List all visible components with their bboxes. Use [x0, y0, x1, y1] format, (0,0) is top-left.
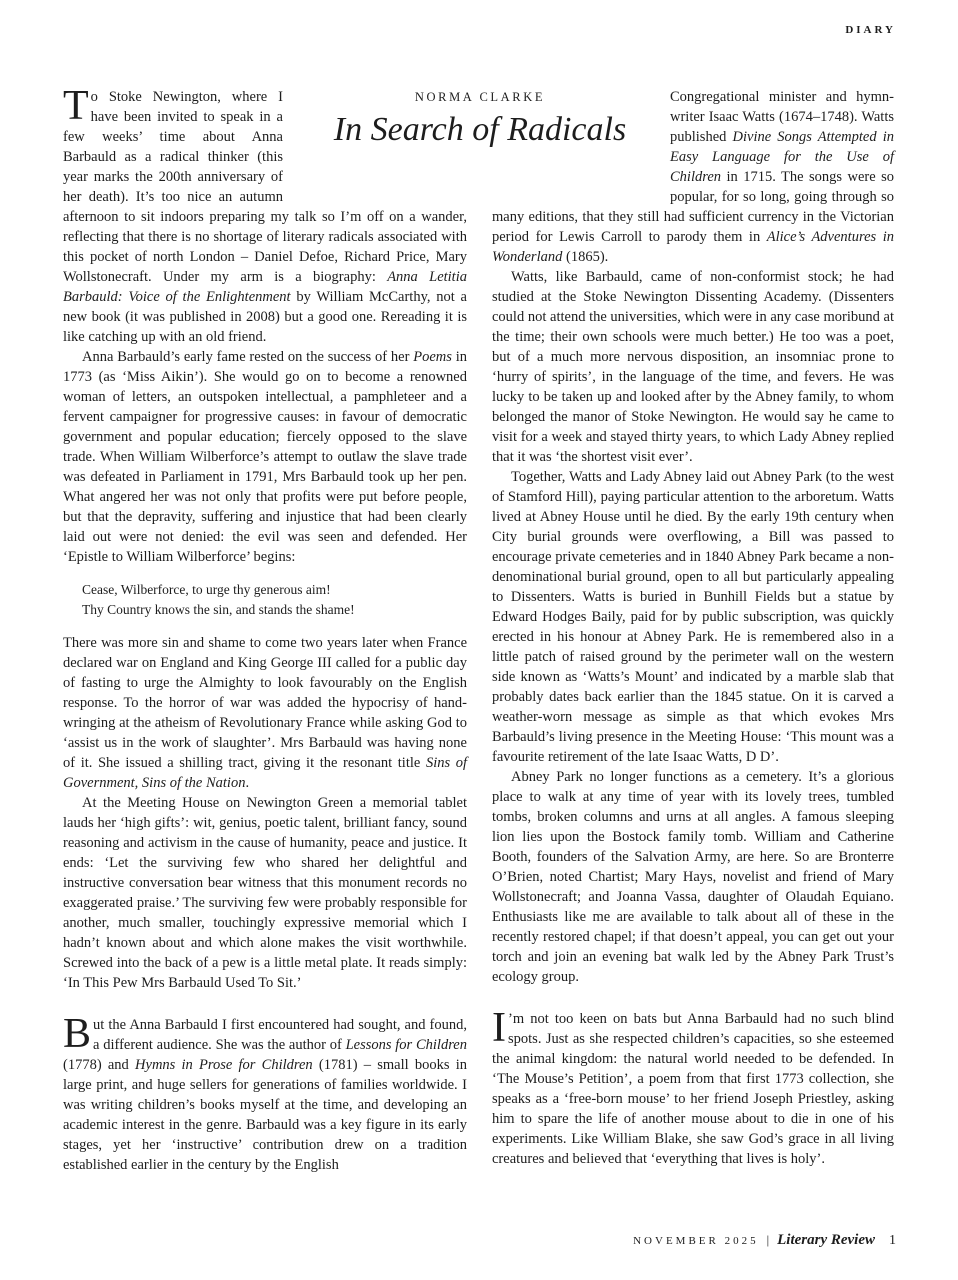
- page-footer: [633, 1232, 896, 1249]
- book-title: Alice’s Adventures in Wonderland: [492, 229, 894, 265]
- paragraph: At the Meeting House on Newington Green a memorial tablet lauds her ‘high gifts’: wit, genius, poetic talent, brilliant fancy, sound reasoning and activism in the cause of humanity, peace and justice. It ends: ‘Let the surviving few who shared her delightful and instructive conversation bear witness that this monument records no exaggerated praise.’ The surviving few were probably responsible for another, much smaller, touchingly expressive memorial which I hadn’t known about and which alone makes the visit worthwhile. Screwed into the back of a pew is a little metal plate. It reads simply: ‘In This Pew Mrs Barbauld Used To Sit.’: [63, 795, 467, 991]
- section-break: [63, 993, 467, 1015]
- footer-separator: |: [766, 1233, 770, 1247]
- verse-line: Cease, Wilberforce, to urge thy generous aim!: [82, 582, 331, 597]
- paragraph: Congregational minister and hymn-writer Isaac Watts (1674–1748). Watts published Divine Songs Attempted in Easy Language for the Use of Children in 1715. The songs were so popular, for so long, going through so many editions, that they still had sufficient currency in the Victorian period for Lewis Carroll to parody them in Alice’s Adventures in Wonderland (1865).: [492, 89, 894, 265]
- section-break: [492, 987, 894, 1009]
- issue-date: NOVEMBER 2025: [633, 1235, 759, 1247]
- book-title: Sins of Government, Sins of the Nation: [63, 755, 467, 791]
- paragraph: I ’m not too keen on bats but Anna Barbauld had no such blind spots. Just as she respected children’s capacities, so she esteemed the animal kingdom: the natural world needed to be defended. In ‘The Mouse’s Petition’, a poem from that first 1773 collection, she speaks as a ‘free-born mouse’ to her friend Joseph Priestley, asking him to spare the life of another mouse about to die in one of his experiments. Like William Blake, she saw God’s grace in all living creatures and believed that ‘everything that lives is holy’.: [492, 1005, 894, 1167]
- paragraph: Abney Park no longer functions as a cemetery. It’s a glorious place to walk at any time of year with its lovely trees, tumbled tombs, broken columns and urns at all angles. A famous sleeping lion lies upon the Bostock family tomb. William and Catherine Booth, founders of the Salvation Army, are here. So are Bronterre O’Brien, noted Chartist; Mary Hays, novelist and friend of Mary Wollstonecraft; and Joanna Vassa, daughter of Olaudah Equiano. Enthusiasts like me are available to talk about all of these in the recently restored chapel; if that doesn’t appeal, you can get out your torch and join an evening bat walk led by the Abney Park Trust’s ecology group.: [492, 769, 894, 985]
- column-right: [492, 87, 894, 1169]
- paragraph: There was more sin and shame to come two years later when France declared war on England and King George III called for a public day of fasting to urge the Almighty to look favourably on the English response. To the horror of war was added the hypocrisy of hand-wringing at the atheism of Revolutionary France while asking God to ‘assist us in the work of slaughter’. Mrs Barbauld was having none of it. She issued a shilling tract, giving it the resonant title Sins of Government, Sins of the Nation.: [63, 635, 467, 791]
- book-title: Hymns in Prose for Children: [135, 1057, 313, 1073]
- header-wrap-space: [283, 87, 467, 207]
- paragraph: To Stoke Newington, where I have been invited to speak in a few weeks’ time about Anna Barbauld as a radical thinker (this year marks the 200th anniversary of her death). It’s too nice an autumn afternoon to sit indoors preparing my talk so I’m off on a wander, reflecting that there is no shortage of literary radicals associated with this pocket of north London – Daniel Defoe, Richard Price, Mary Wollstonecraft. Under my arm is a biography: Anna Letitia Barbauld: Voice of the Enlightenment by William McCarthy, not a new book (it was published in 2008) but a good one. Rereading it is like catching up with an old friend.: [63, 83, 467, 345]
- book-title: Anna Letitia Barbauld: Voice of the Enlightenment: [63, 269, 467, 305]
- page-number: 1: [889, 1233, 896, 1248]
- author-byline: NORMA CLARKE: [414, 90, 546, 104]
- column-left: [63, 83, 468, 1175]
- paragraph: Together, Watts and Lady Abney laid out Abney Park (to the west of Stamford Hill), paying particular attention to the arboretum. Watts lived at Abney House until he died. By the early 19th century when City burial grounds were overflowing, a Bill was passed to encourage private cemeteries and in 1840 Abney Park became a non-denominational burial ground, open to all but particularly appealing to Dissenters. Watts is buried in Bunhill Fields but a statue by Edward Hodges Baily, paid for by public subscription, was quickly erected in his honour at Abney Park. He is remembered also in a little patch of raised ground by the perimeter wall on the western side known as ‘Watts’s Mount’ and indicated by a marble slab that probably dates back earlier than the 1845 statue. On it is carved a weather-worn message as simple as that which evokes Mrs Barbauld’s living presence in the Meeting House: ‘This mount was a favourite retirement of the late Isaac Watts, D D’.: [492, 469, 894, 765]
- verse-quote: [82, 580, 467, 620]
- paragraph: Watts, like Barbauld, came of non-conformist stock; he had studied at the Stoke Newington Dissenting Academy. (Dissenters could not attend the universities, which were in any case moribund at the time; their own schools were much better.) He too was a poet, but of a much more nervous disposition, an insomniac prone to ‘hurry of spirits’, in the language of the time, and fevers. He was lucky to be taken up and looked after by the Abney family, to whom belonged the manor of Stoke Newington. He would say he came to visit for a week and stayed thirty years, to which Lady Abney replied that it was ‘the shortest visit ever’.: [492, 269, 894, 465]
- drop-cap: B: [63, 1011, 92, 1057]
- book-title: Divine Songs Attempted in Easy Language for the Use of Children: [670, 129, 894, 185]
- drop-cap: I: [492, 1005, 506, 1051]
- paragraph: But the Anna Barbauld I first encountered had sought, and found, a different audience. She was the author of Lessons for Children (1778) and Hymns in Prose for Children (1781) – small books in large print, and huge sellers for generations of families worldwide. I was writing children’s books myself at the time, and developing an academic interest in the genre. Barbauld was a key figure in its early stages, yet her ‘instructive’ contribution drew on a tradition established earlier in the century by the English: [63, 1011, 468, 1173]
- section-label: DIARY: [845, 24, 896, 36]
- header-wrap-space: [492, 87, 670, 207]
- verse-line: Thy Country knows the sin, and stands the shame!: [82, 602, 355, 617]
- article-title: In Search of Radicals: [333, 111, 627, 148]
- magazine-name: Literary Review: [777, 1232, 875, 1248]
- book-title: Poems: [413, 349, 452, 365]
- book-title: Lessons for Children: [345, 1037, 467, 1053]
- drop-cap: T: [63, 83, 89, 129]
- paragraph: Anna Barbauld’s early fame rested on the success of her Poems in 1773 (as ‘Miss Aikin’). She would go on to become a renowned woman of letters, an outspoken intellectual, a pamphleteer and a fervent campaigner for progressive causes: in favour of democratic government and popular education; fiercely opposed to the slave trade. When William Wilberforce’s attempt to outlaw the slave trade was defeated in Parliament in 1791, Mrs Barbauld took up her pen. What angered her was not only that profits were put before people, but that the depravity, suffering and injustice that had been clearly laid out were not denied: the evil was seen and defended. Her ‘Epistle to William Wilberforce’ begins:: [63, 349, 467, 565]
